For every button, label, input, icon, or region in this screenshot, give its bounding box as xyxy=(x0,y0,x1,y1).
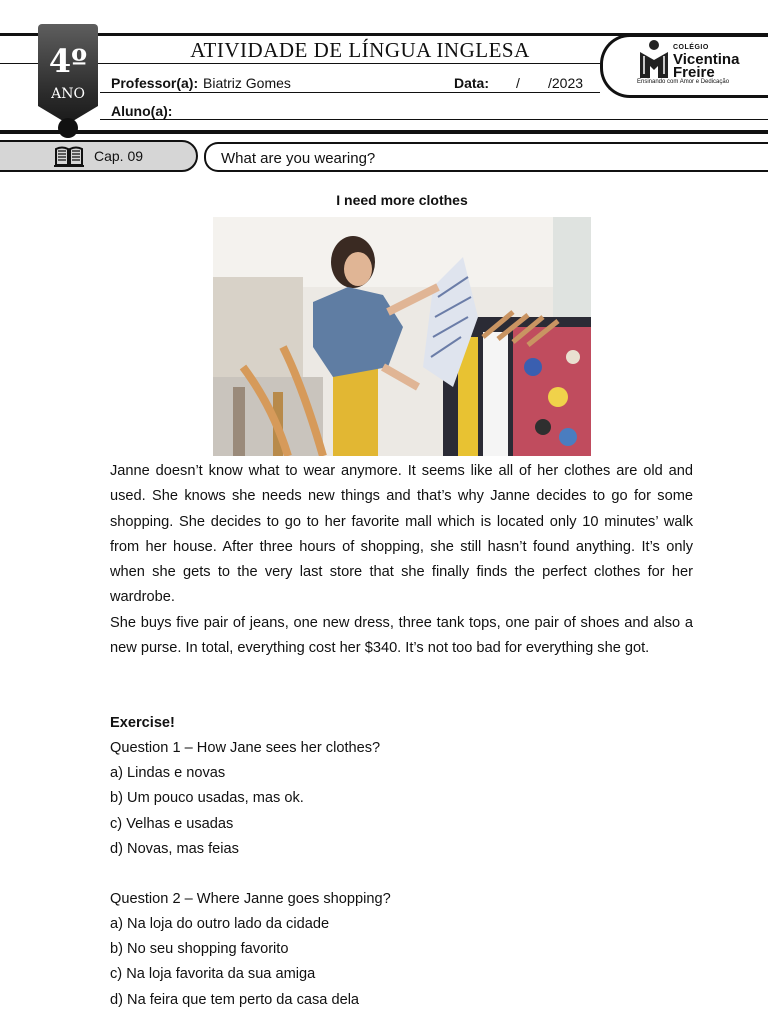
logo-tagline: Ensinando com Amor e Dedicação xyxy=(637,79,730,85)
book-icon xyxy=(54,145,84,167)
date-year: /2023 xyxy=(548,75,584,91)
shopping-photo xyxy=(213,217,591,456)
student-label: Aluno(a): xyxy=(111,103,173,119)
grade-label: ANO xyxy=(51,86,85,102)
question-2-option-b: b) No seu shopping favorito xyxy=(110,941,289,957)
header-bottom-rule xyxy=(0,130,768,134)
story-paragraph-1: Janne doesn’t know what to wear anymore. It seems like all of her clothes are old and used. She knows she needs new things and that’s why Janne decides to go for some shopping. She decides to go to her favorite mall which is located only 10 minutes’ walk from her house. After three hours of shopping, she still hasn’t found anything. It’s only when she gets to the very last store that she finally finds the perfect clothes for her wardrobe. xyxy=(110,463,693,606)
grade-number: 4º xyxy=(48,42,88,80)
header-teacher-rule xyxy=(100,92,600,93)
question-1: Question 1 – How Jane sees her clothes? xyxy=(110,740,381,756)
date-label: Data: xyxy=(454,75,490,91)
story-paragraph-2: She buys five pair of jeans, one new dress, three tank tops, one pair of shoes and also a new purse. In total, everything cost her $340. It’s not too bad for everything she got. xyxy=(110,615,693,657)
question-2-option-c: c) Na loja favorita da sua amiga xyxy=(110,966,316,982)
logo-small-text: COLÉGIO xyxy=(673,44,709,51)
question-1-option-d: d) Novas, mas feias xyxy=(110,841,239,857)
teacher-label: Professor(a): xyxy=(111,75,199,91)
exercise-heading: Exercise! xyxy=(110,715,175,731)
question-1-option-c: c) Velhas e usadas xyxy=(110,816,234,832)
logo-line1: Vicentina xyxy=(673,51,740,68)
story-title: I need more clothes xyxy=(336,192,468,208)
chapter-label: Cap. 09 xyxy=(94,148,144,164)
question-2-option-a: a) Na loja do outro lado da cidade xyxy=(110,916,330,932)
school-logo-icon xyxy=(636,38,672,80)
question-1-option-a: a) Lindas e novas xyxy=(110,765,226,781)
question-2-option-d: d) Na feira que tem perto da casa dela xyxy=(110,992,360,1008)
logo-line2: Freire xyxy=(673,64,715,81)
teacher-name: Biatriz Gomes xyxy=(203,75,291,91)
date-slash: / xyxy=(516,75,520,91)
question-2: Question 2 – Where Janne goes shopping? xyxy=(110,891,391,907)
header-student-rule xyxy=(100,119,768,120)
grade-badge-knob xyxy=(58,118,78,138)
worksheet-title: ATIVIDADE DE LÍNGUA INGLESA xyxy=(190,38,530,62)
question-1-option-b: b) Um pouco usadas, mas ok. xyxy=(110,790,304,806)
chapter-topic: What are you wearing? xyxy=(221,150,376,167)
